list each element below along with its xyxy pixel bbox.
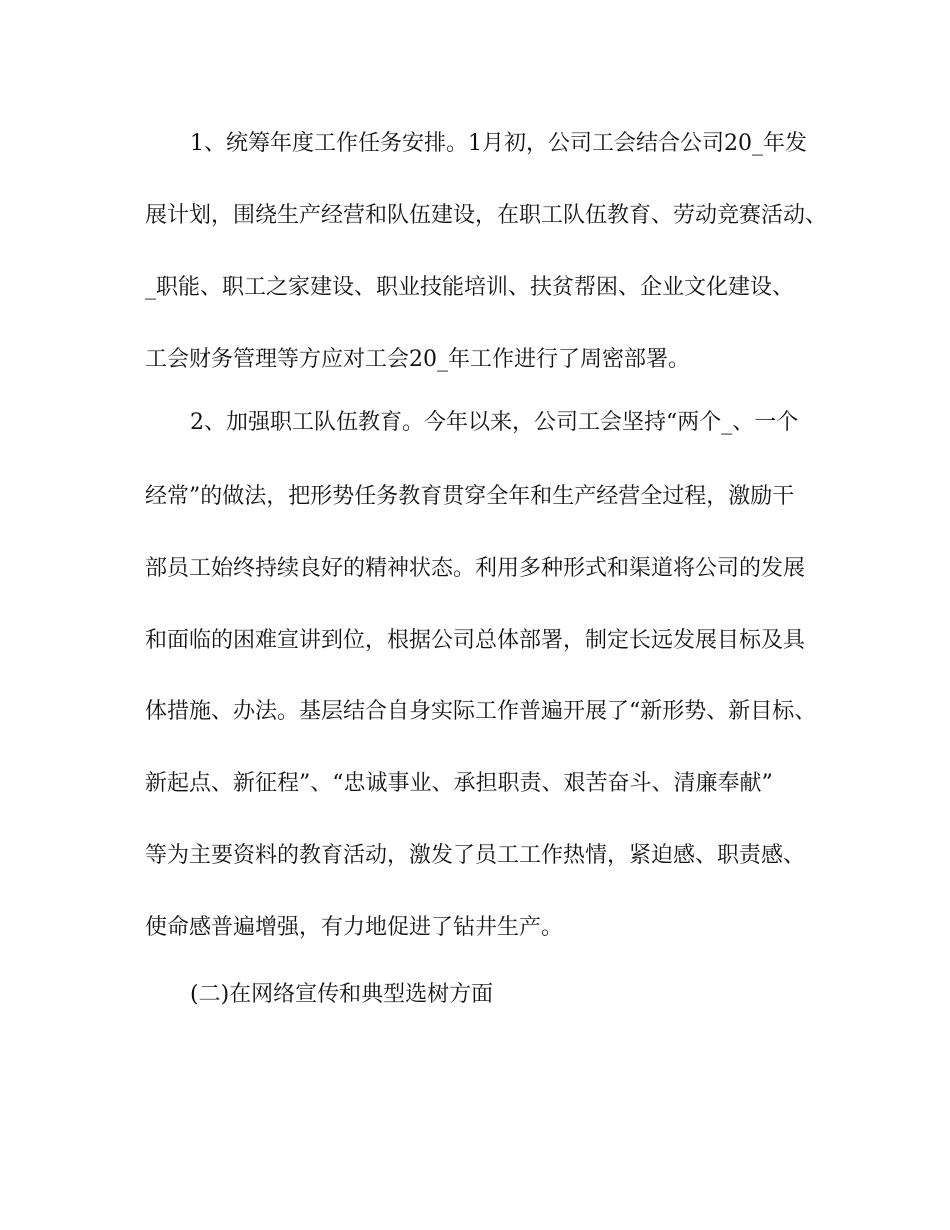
paragraph-2-line-2: 经常”的做法，把形势任务教育贯穿全年和生产经营全过程，激励干	[145, 484, 795, 509]
paragraph-1-line-1: 1、统筹年度工作任务安排。1月初，公司工会结合公司20_年发	[190, 131, 807, 156]
paragraph-1-line-2: 展计划，围绕生产经营和队伍建设，在职工队伍教育、劳动竞赛活动、	[145, 203, 828, 228]
paragraph-2-line-7: 等为主要资料的教育活动，激发了员工工作热情，紧迫感、职责感、	[145, 843, 806, 868]
paragraph-2-line-4: 和面临的困难宣讲到位，根据公司总体部署，制定长远发展目标及具	[145, 628, 806, 653]
paragraph-2-line-1: 2、加强职工队伍教育。今年以来，公司工会坚持“两个_、一个	[190, 410, 799, 435]
paragraph-2-line-5: 体措施、办法。基层结合自身实际工作普遍开展了“新形势、新目标、	[145, 699, 817, 724]
section-heading: (二)在网络宣传和典型选树方面	[190, 982, 494, 1007]
paragraph-1-line-3: _职能、职工之家建设、职业技能培训、扶贫帮困、企业文化建设、	[145, 275, 795, 300]
paragraph-2-line-6: 新起点、新征程”、“忠诚事业、承担职责、艰苦奋斗、清廉奉献”	[145, 771, 773, 796]
paragraph-2-line-8: 使命感普遍增强，有力地促进了钻井生产。	[145, 915, 564, 940]
paragraph-1-line-4: 工会财务管理等方应对工会20_年工作进行了周密部署。	[145, 347, 690, 372]
paragraph-2-line-3: 部员工始终持续良好的精神状态。利用多种形式和渠道将公司的发展	[145, 556, 806, 581]
